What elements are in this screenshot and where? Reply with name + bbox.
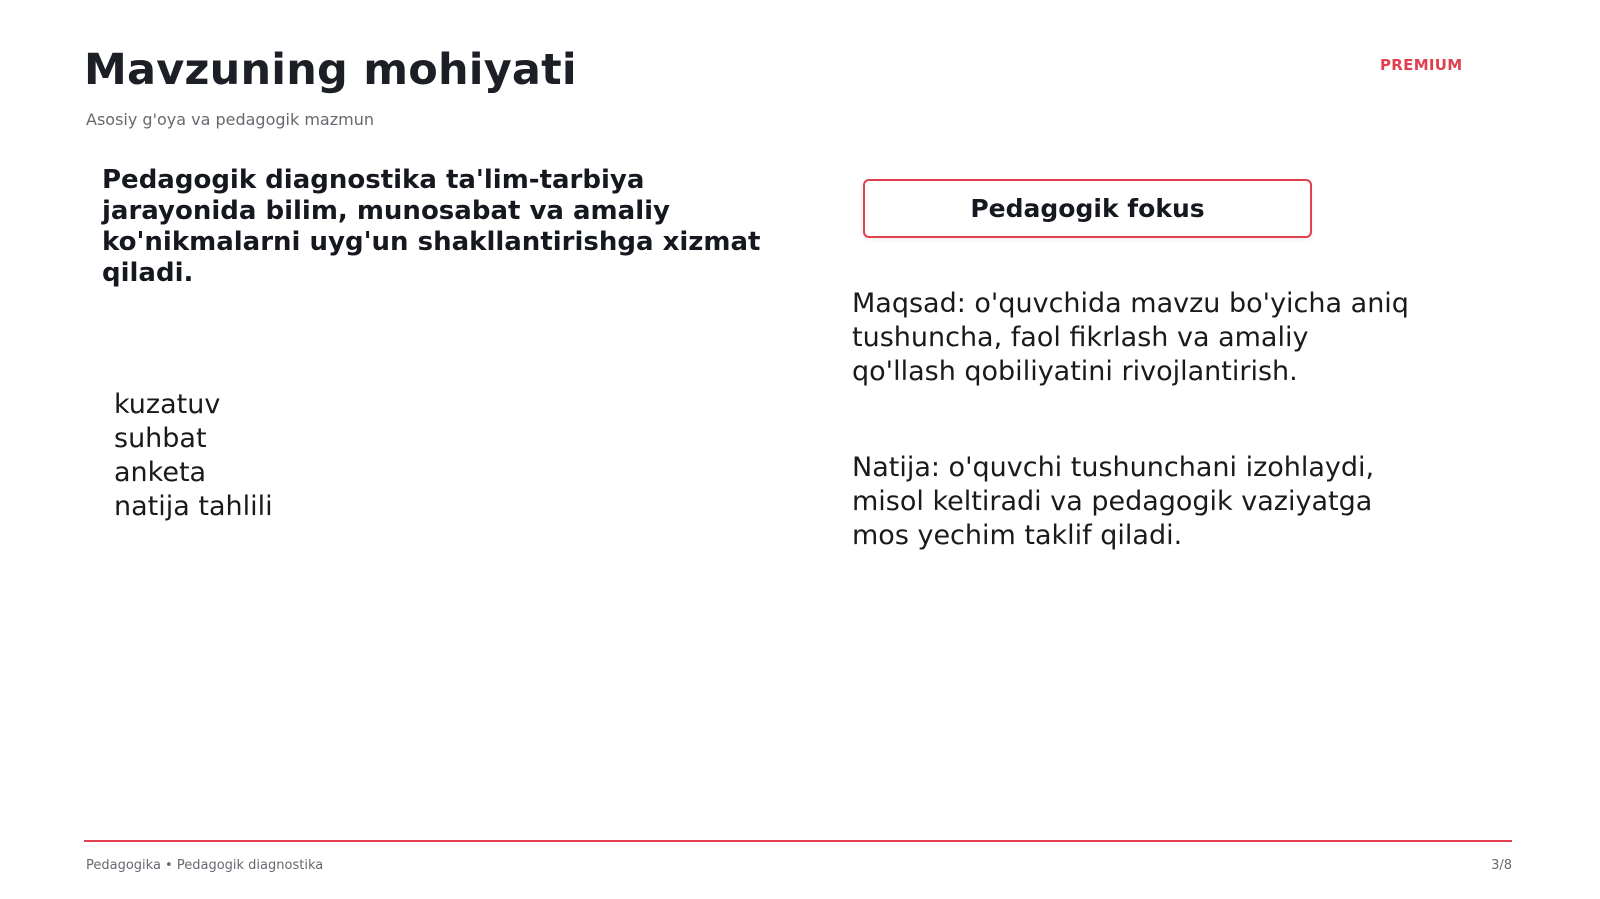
focus-card — [863, 179, 1312, 238]
premium-badge: PREMIUM — [1380, 56, 1463, 74]
page-number: 3/8 — [1491, 858, 1512, 873]
method-item: anketa — [114, 457, 207, 488]
page-title: Mavzuning mohiyati — [84, 45, 577, 95]
goal-paragraph: Maqsad: o'quvchida mavzu bo'yicha aniq tushuncha, faol fikrlash va amaliy qo'llash qobiliyatini rivojlantirish. — [852, 288, 1409, 387]
method-item: suhbat — [114, 423, 207, 454]
footer-divider — [84, 840, 1512, 842]
method-item: kuzatuv — [114, 389, 221, 420]
result-paragraph: Natija: o'quvchi tushunchani izohlaydi, misol keltiradi va pedagogik vaziyatga mos yechim taklif qiladi. — [852, 452, 1375, 551]
method-item: natija tahlili — [114, 491, 273, 522]
focus-card-title: Pedagogik fokus — [970, 193, 1205, 223]
page-subtitle: Asosiy g'oya va pedagogik mazmun — [86, 110, 374, 129]
footer-course: Pedagogika • Pedagogik diagnostika — [86, 858, 324, 873]
methods-list — [114, 388, 273, 524]
lead-statement: Pedagogik diagnostika ta'lim-tarbiya jarayonida bilim, munosabat va amaliy ko'nikmalarni uyg'un shakllantirishga xizmat qiladi. — [102, 165, 761, 288]
